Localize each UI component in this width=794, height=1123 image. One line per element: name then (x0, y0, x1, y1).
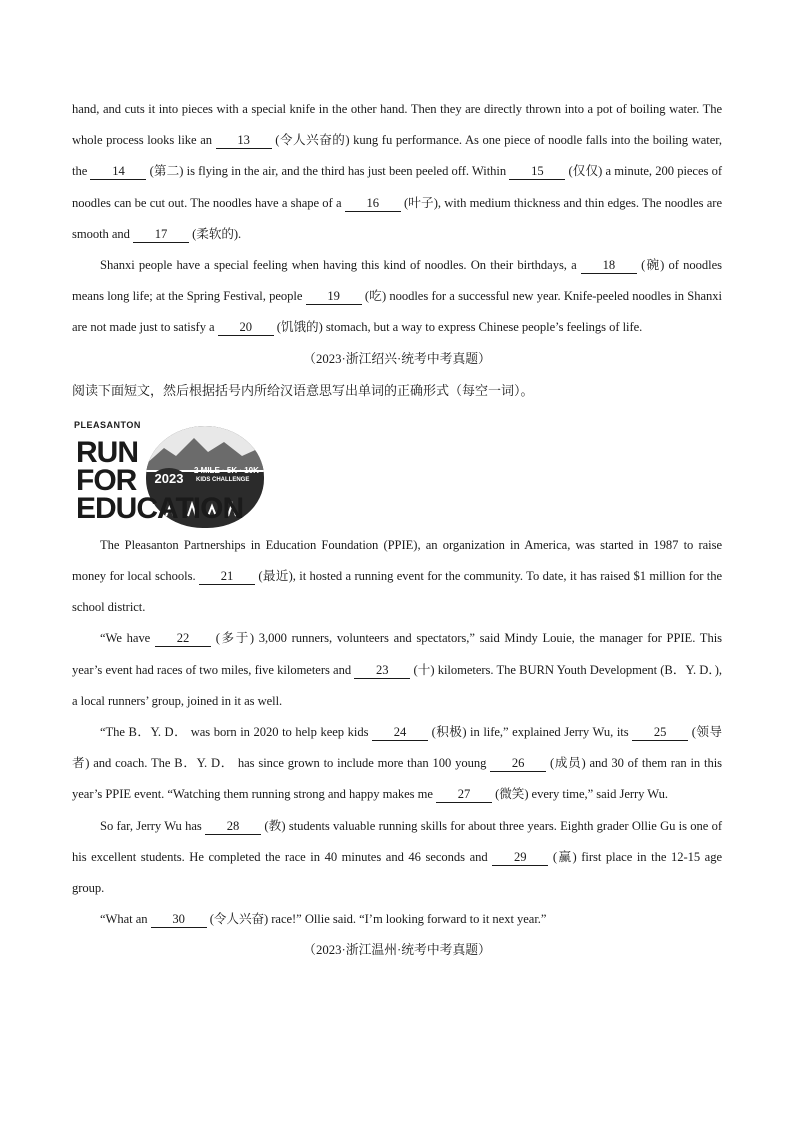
paragraph-text: hand, and cuts it into pieces with a special knife in the other hand. Then they are directly thrown into a pot of boiling water. The whole process looks like an (72, 102, 722, 148)
answer-blank-13: 13 (216, 133, 272, 149)
answer-blank-27: 27 (436, 787, 492, 803)
paragraph-text: (叶子), with medium thickness and thin edges. The noodles are smooth and (72, 195, 722, 241)
paragraph-text: The Pleasanton Partnerships in Education Foundation (PPIE), an organization in America, was started in 1987 to raise money for local schools. (72, 537, 722, 584)
paragraph-text: (多于) 3,000 runners, volunteers and spectators,” said Mindy Louie, the manager for PPIE. This year’s event had races of two miles, five kilometers and (72, 631, 722, 677)
paragraph-text: (成员) and 30 of them ran in this year’s PPIE event. “Watching them running strong and happy makes me (72, 756, 723, 802)
answer-blank-19: 19 (306, 289, 362, 305)
paragraph-text: (赢) first place in the 12-15 age group. (72, 849, 723, 896)
paragraph-text: So far, Jerry Wu has (100, 818, 206, 833)
passage2-paragraph-2 (72, 623, 722, 717)
answer-blank-25: 25 (632, 725, 688, 741)
passage2-paragraph-1 (72, 530, 722, 624)
paragraph-text: “We have (100, 631, 155, 646)
paragraph-text: (第二) is flying in the air, and the third has just been peeled off. Within (146, 164, 510, 179)
paragraph-text: (仅仅) a minute, 200 pieces of noodles can be cut out. The noodles have a shape of a (72, 164, 722, 210)
answer-blank-30: 30 (151, 912, 207, 928)
logo-run-text: RUN (76, 435, 138, 469)
answer-blank-24: 24 (372, 725, 428, 741)
source-citation-1: （2023·浙江绍兴·统考中考真题） (303, 351, 491, 366)
paragraph-text: (碗) of noodles means long life; at the Spring Festival, people (72, 258, 722, 304)
answer-blank-14: 14 (90, 164, 146, 180)
passage1-paragraph-1 (72, 94, 722, 250)
logo-education-text: EDUCATION (76, 491, 244, 525)
passage1-paragraph-2 (72, 250, 722, 344)
source-citation-2: （2023·浙江温州·统考中考真题） (303, 943, 491, 958)
paragraph-text: (令人兴奋) race!” Ollie said. “I’m looking forward to it next year.” (206, 912, 547, 927)
paragraph-text: “What an (100, 912, 151, 927)
answer-blank-16: 16 (345, 196, 401, 212)
paragraph-text: (最近), it hosted a running event for the community. To date, it has raised $1 million for the school district. (72, 569, 722, 615)
logo-year-badge: 2023 (152, 468, 186, 490)
answer-blank-22: 22 (155, 631, 211, 647)
logo-for-text: FOR (76, 463, 137, 497)
paragraph-text: (教) students valuable running skills for about three years. Eighth grader Ollie Gu is one of his excellent students. He completed the race in 40 minutes and 46 seconds and (72, 818, 722, 864)
document-page (72, 94, 722, 967)
exercise-instruction: 阅读下面短文，然后根据括号内所给汉语意思写出单词的正确形式（每空一词）。 (72, 382, 534, 398)
answer-blank-18: 18 (581, 258, 637, 274)
paragraph-text: (令人兴奋的) kung fu performance. As one piece of noodle falls into the boiling water, the (72, 133, 723, 179)
paragraph-text: (吃) noodles for a successful new year. Knife-peeled noodles in Shanxi are not made just to satisfy a (72, 289, 722, 335)
passage2-paragraph-4 (72, 811, 722, 905)
answer-blank-20: 20 (218, 320, 274, 336)
paragraph-text: Shanxi people have a special feeling when having this kind of noodles. On their birthdays, a (100, 258, 581, 273)
paragraph-text: (柔软的). (189, 226, 242, 241)
answer-blank-21: 21 (199, 569, 255, 585)
logo-top-text: PLEASANTON (74, 419, 141, 430)
passage2-paragraph-5 (72, 904, 722, 935)
paragraph-text: (饥饿的) stomach, but a way to express Chinese people’s feelings of life. (273, 320, 643, 335)
paragraph-text: “The B．Y. D． was born in 2020 to help keep kids (100, 725, 373, 740)
paragraph-text: (领导者) and coach. The B．Y. D． has since grown to include more than 100 young (72, 725, 722, 771)
paragraph-text: (积极) in life,” explained Jerry Wu, its (428, 725, 633, 740)
answer-blank-29: 29 (492, 850, 548, 866)
paragraph-text: (微笑) every time,” said Jerry Wu. (491, 787, 668, 802)
run-for-education-logo (72, 410, 268, 528)
answer-blank-28: 28 (205, 819, 261, 835)
answer-blank-26: 26 (490, 756, 546, 772)
answer-blank-15: 15 (509, 164, 565, 180)
logo-distances-text: 2 MILE · 5K · 10K (194, 465, 259, 475)
answer-blank-23: 23 (354, 663, 410, 679)
logo-kids-text: KIDS CHALLENGE (196, 476, 250, 483)
passage2-paragraph-3 (72, 717, 722, 811)
paragraph-text: (十) kilometers. The BURN Youth Development (B．Y. D．), a local runners’ group, joined in it as well. (72, 662, 722, 708)
answer-blank-17: 17 (133, 227, 189, 243)
